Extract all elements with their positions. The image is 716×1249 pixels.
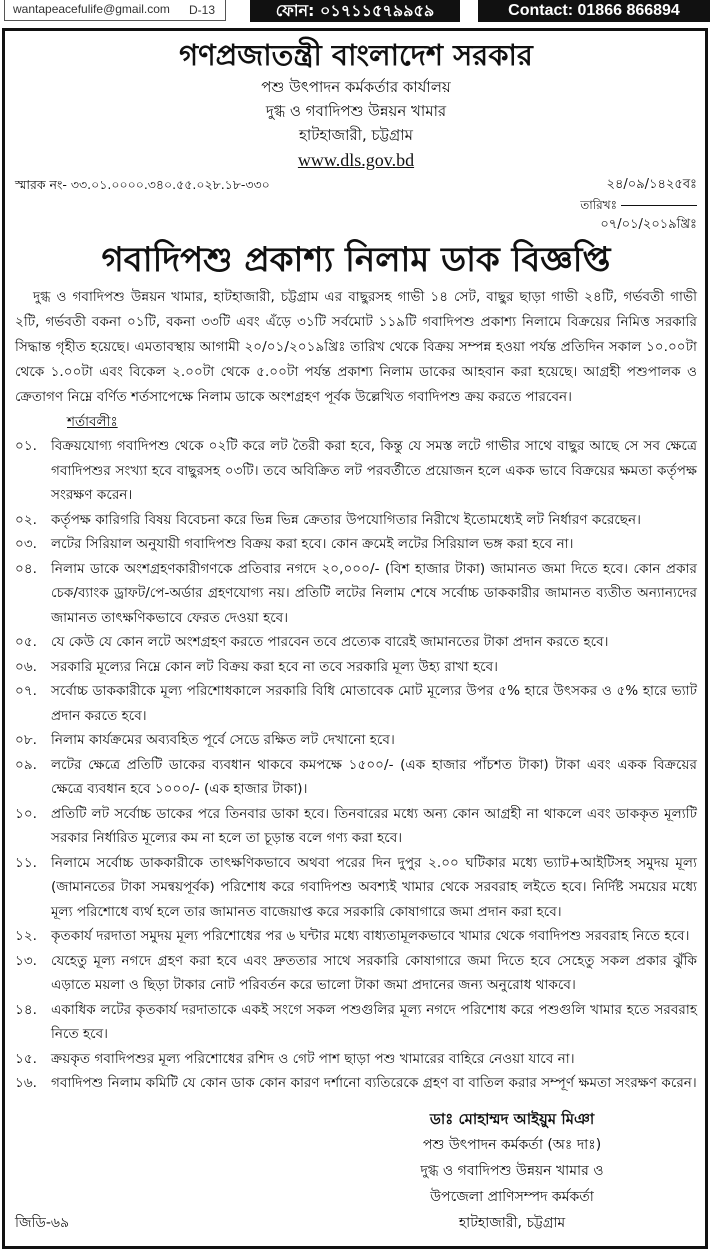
- condition-text: বিক্রয়যোগ্য গবাদিপশু থেকে ০২টি করে লট তৈরী করা হবে, কিন্তু যে সমস্ত লটে গাভীর সাথে বাছুর আছে সে সব ক্ষেত্রে গবাদিপশুর সংখ্যা হবে বাছুরসহ ০৩টি। তবে অবিক্রিত লট পরবর্তীতে প্রয়োজন হলে একক ভাবে বিক্রয়ের ক্ষমতা কর্তৃপক্ষ সংরক্ষণ করেন।: [51, 438, 697, 503]
- condition-text: কর্তৃপক্ষ কারিগরি বিষয় বিবেচনা করে ভিন্ন ভিন্ন ক্রেতার উপযোগিতার নিরীখে ইতোমধ্যেই লট নির্ধারণ করেছেন।: [51, 511, 642, 528]
- condition-text: ক্রয়কৃত গবাদিপশুর মূল্য পরিশোধের রশিদ ও গেট পাশ ছাড়া পশু খামারের বাহিরে নেওয়া যাবে না।: [51, 1050, 575, 1067]
- date-label: তারিখঃ: [580, 198, 617, 212]
- condition-item: [15, 655, 697, 680]
- condition-number: ০১.: [15, 438, 37, 454]
- condition-item: [15, 532, 697, 557]
- government-heading: গণপ্রজাতন্ত্রী বাংলাদেশ সরকার: [179, 38, 533, 72]
- footer-row: [15, 1106, 697, 1236]
- condition-text: সর্বোচ্চ ডাককারীকে মূল্য পরিশোধকালে সরকারি বিধি মোতাবেক মোট মূল্যের উপর ৫% হারে উৎসকর ও ৫% হারে ভ্যাট প্রদান করতে হবে।: [51, 683, 697, 724]
- condition-item: [15, 630, 697, 655]
- condition-text: নিলাম কার্যক্রমের অব্যবহিত পূর্বে সেডে রক্ষিত লট দেখানো হবে।: [51, 732, 395, 748]
- condition-text: সরকারি মূল্যের নিম্নে কোন লট বিক্রয় করা হবে না তবে সরকারি মূল্য উহ্য রাখা হবে।: [51, 658, 499, 675]
- memo-number: স্মারক নং- ৩৩.০১.০০০০.৩৪০.৫৫.০২৮.১৮-৩৩০: [15, 177, 270, 192]
- condition-item: [15, 851, 697, 925]
- condition-text: নিলাম ডাকে অংশগ্রহণকারীগণকে প্রতিবার নগদে ২০,০০০/- (বিশ হাজার টাকা) জামানত জমা দিতে হবে। কোন প্রকার চেক/ব্যাংক ড্রাফট/পে-অর্ডার গ্রহণযোগ্য নয়। প্রতিটি লটের নিলাম শেষে সর্বোচ্চ ডাককারীর জামানত ব্যতীত অন্যান্যদের জামানত তাৎক্ষণিকভাবে ফেরত দেওয়া হবে।: [51, 560, 697, 626]
- email-box: [4, 0, 226, 21]
- condition-item: [15, 1071, 697, 1096]
- condition-item: [15, 728, 697, 753]
- intro-paragraph: দুগ্ধ ও গবাদিপশু উন্নয়ন খামার, হাটহাজারী, চট্টগ্রাম এর বাছুরসহ গাভী ১৪ সেট, বাছুর ছাড়া গাভী ২৪টি, গর্ভবতী গাভী ২টি, গর্ভবতী বকনা ০১টি, বকনা ৩৩টি এবং এঁড়ে ৩১টি সর্বমোট ১১৯টি গবাদিপশু প্রকাশ্য নিলামে বিক্রয়ের নিমিত্ত সরকারি সিদ্ধান্ত গৃহীত হয়েছে। এমতাবস্থায় আগামী ২০/০১/২০১৯খ্রিঃ তারিখ থেকে বিক্রয় সম্পন্ন হওয়া পর্যন্ত প্রতিদিন সকাল ১০.০০টা থেকে ১.০০টা এবং বিকেল ২.০০টা থেকে ৫.০০টা পর্যন্ত প্রকাশ্য নিলাম ডাকের আহবান করা হয়েছে। আগ্রহী পশুপালক ও ক্রেতাগণ নিম্নে বর্ণিত শর্তসাপেক্ষে নিলাম ডাকে অংশগ্রহণ পূর্বক উল্লেখিত গবাদিপশু ক্রয় করতে পারবেন।: [15, 289, 697, 405]
- date-divider: [621, 205, 697, 206]
- notice-box: [2, 28, 708, 1249]
- condition-number: ০৭.: [15, 683, 37, 699]
- condition-text: লটের ক্ষেত্রে প্রতিটি ডাকের ব্যবধান থাকবে কমপক্ষে ১৫০০/- (এক হাজার পাঁচশত টাকা) টাকা এবং একক বিক্রয়ের ক্ষেত্রে ব্যবধান হবে ১০০০/- (এক হাজার টাকা)।: [51, 756, 697, 797]
- condition-text: গবাদিপশু নিলাম কমিটি যে কোন ডাক কোন কারণ দর্শানো ব্যতিরেকে গ্রহণ বা বাতিল করার সম্পূর্ণ ক্ষমতা সংরক্ষণ করেন।: [51, 1075, 697, 1091]
- gd-number: জিডি-৬৯: [15, 1214, 70, 1231]
- condition-item: [15, 949, 697, 998]
- condition-number: ০৬.: [15, 658, 37, 675]
- condition-number: ১০.: [15, 805, 37, 822]
- condition-item: [15, 508, 697, 533]
- condition-item: [15, 753, 697, 802]
- date-english: ০৭/০১/২০১৯খ্রিঃ: [600, 217, 697, 232]
- condition-item: [15, 802, 697, 851]
- condition-number: ০৯.: [15, 756, 37, 773]
- condition-item: [15, 557, 697, 631]
- signatory-office-2: উপজেলা প্রাণিসম্পদ কর্মকর্তা: [430, 1188, 594, 1205]
- memo-date-row: [15, 175, 697, 235]
- date-label-row: [580, 195, 697, 215]
- condition-text: প্রতিটি লট সর্বোচ্চ ডাকের পরে তিনবার ডাকা হবে। তিনবারের মধ্যে অন্য কোন আগ্রহী না থাকলে এবং ডাককৃত মূল্যটি সরকার নির্ধারিত মূল্যের কম না হলে তা চূড়ান্ত বলে গণ্য করা হবে।: [51, 805, 697, 846]
- conditions-heading: শর্তাবলীঃ: [67, 414, 118, 430]
- condition-number: ০৩.: [15, 536, 37, 552]
- condition-text: যেহেতু মূল্য নগদে গ্রহণ করা হবে এবং দ্রুততার সাথে সরকারি কোষাগারে জমা দিতে হবে সেহেতু সকল প্রকার ঝুঁকি এড়াতে ময়লা ও ছিড়া টাকার নোট পরিবর্তন করে ভালো টাকা জমা প্রদানের জন্য অনুরোধ থাকবে।: [51, 952, 697, 993]
- condition-item: [15, 924, 697, 949]
- condition-number: ১৩.: [15, 952, 37, 969]
- condition-number: ১৬.: [15, 1075, 37, 1091]
- website-link[interactable]: www.dls.gov.bd: [297, 150, 415, 170]
- signature-block: [377, 1106, 647, 1236]
- condition-text: একাধিক লটের কৃতকার্য দরদাতাকে একই সংগে সকল পশুগুলির মূল্য নগদে পরিশোধ করে পশুগুলি খামার হতে সরবরাহ নিতে হবে।: [51, 1001, 697, 1042]
- conditions-list: [15, 434, 697, 1096]
- location: হাটহাজারী, চট্টগ্রাম: [299, 126, 413, 144]
- signatory-name: ডাঃ মোহাম্মদ আইয়ুম মিঞা: [429, 1109, 595, 1128]
- condition-item: [15, 1047, 697, 1072]
- condition-item: [15, 679, 697, 728]
- condition-number: ০৪.: [15, 560, 37, 577]
- date-bangla: ২৪/০৯/১৪২৫বঃ: [606, 177, 697, 192]
- condition-number: ১৫.: [15, 1050, 37, 1067]
- condition-item: [15, 998, 697, 1047]
- condition-text: কৃতকার্য দরদাতা সমুদয় মূল্য পরিশোধের পর ৬ ঘন্টার মধ্যে বাধ্যতামূলকভাবে খামার থেকে গবাদিপশু সরবরাহ নিতে হবে।: [51, 928, 690, 944]
- signatory-location: হাটহাজারী, চট্টগ্রাম: [458, 1214, 566, 1231]
- condition-item: [15, 434, 697, 508]
- signatory-designation: পশু উৎপাদন কর্মকর্তা (অঃ দাঃ): [422, 1136, 602, 1153]
- condition-text: লটের সিরিয়াল অনুযায়ী গবাদিপশু বিক্রয় করা হবে। কোন ক্রমেই লটের সিরিয়াল ভঙ্গ করা হবে না।: [51, 536, 574, 552]
- condition-number: ১১.: [15, 854, 37, 871]
- date-block: [580, 175, 697, 235]
- notice-title: গবাদিপশু প্রকাশ্য নিলাম ডাক বিজ্ঞপ্তি: [101, 240, 611, 280]
- condition-number: ০৫.: [15, 634, 37, 650]
- condition-number: ০৮.: [15, 732, 37, 748]
- email-text: wantapeacefulife@gmail.com: [13, 2, 170, 16]
- condition-text: নিলামে সর্বোচ্চ ডাককারীকে তাৎক্ষণিকভাবে অথবা পরের দিন দুপুর ২.০০ ঘটিকার মধ্যে ভ্যাট+আইটিসহ সমুদয় মূল্য (জামানতের টাকা সমন্বয়পূর্বক) পরিশোধ করে গবাদিপশু অবশ্যই খামার থেকে সরবরাহ লইতে হবে। নির্দিষ্ট সময়ের মধ্যে মূল্য পরিশোধে ব্যর্থ হলে তার জামানত বাজেয়াপ্ত করে সরকারি কোষাগারে জমা প্রদান করা হবে।: [51, 854, 697, 920]
- office-name: পশু উৎপাদন কর্মকর্তার কার্যালয়: [261, 78, 451, 96]
- condition-number: ০২.: [15, 511, 37, 528]
- page-code: D-13: [188, 3, 215, 17]
- farm-name: দুগ্ধ ও গবাদিপশু উন্নয়ন খামার: [265, 102, 447, 120]
- signatory-office: দুগ্ধ ও গবাদিপশু উন্নয়ন খামার ও: [420, 1162, 604, 1179]
- phone-banner: ফোন: ০১৭১১৫৭৯৯৫৯: [250, 0, 460, 22]
- condition-number: ১৪.: [15, 1001, 37, 1018]
- condition-number: ১২.: [15, 928, 37, 944]
- newspaper-top-strip: [0, 0, 716, 28]
- condition-text: যে কেউ যে কোন লটে অংশগ্রহণ করতে পারবেন তবে প্রত্যেক বারেই জামানতের টাকা প্রদান করতে হবে।: [51, 634, 609, 650]
- contact-banner: Contact: 01866 866894: [478, 0, 710, 22]
